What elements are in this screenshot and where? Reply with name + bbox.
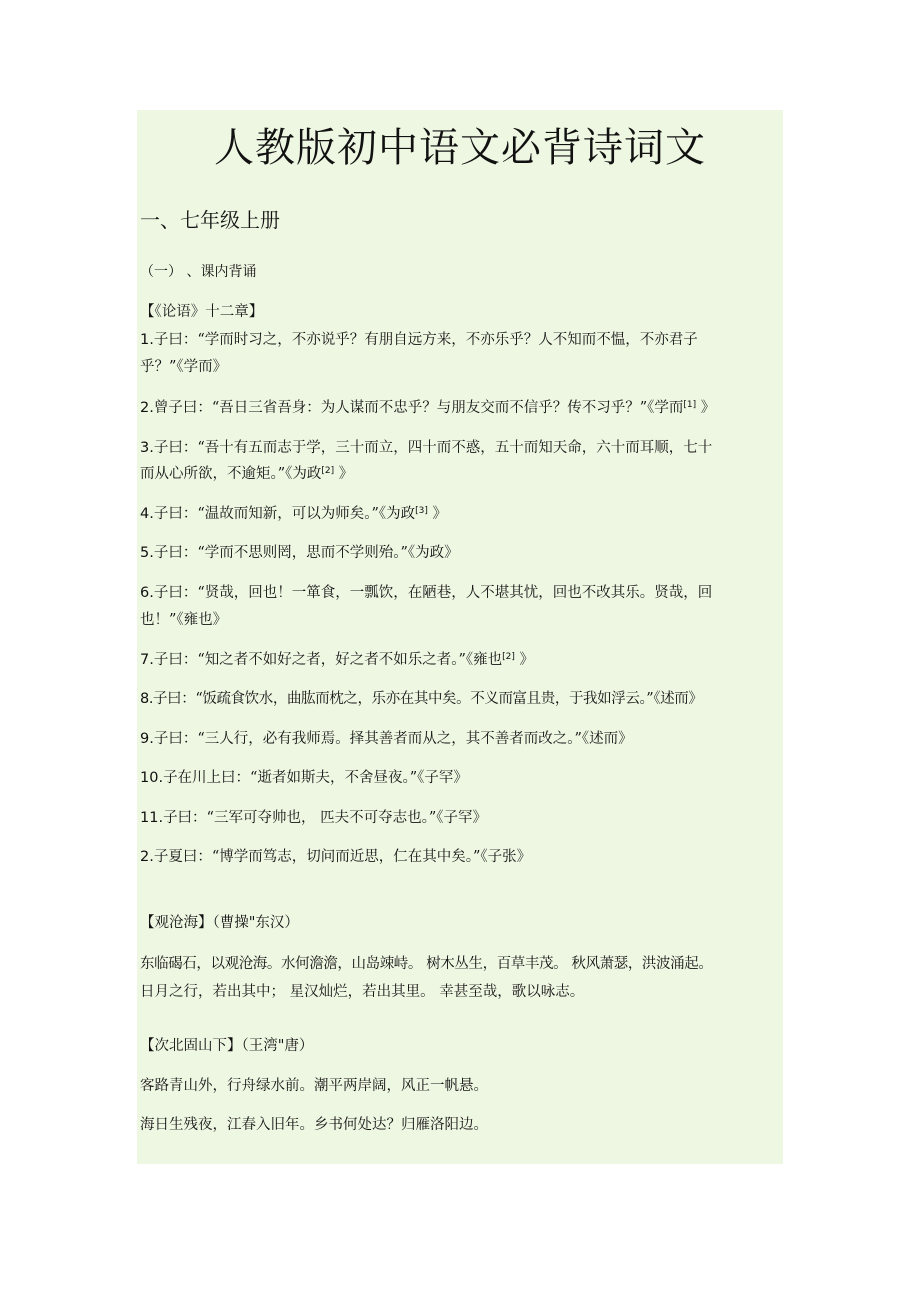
item-number: 3. (140, 440, 154, 456)
lunyu-item-1-line-2: 乎？”《学而》 (140, 359, 228, 375)
item-number: 4. (140, 506, 154, 522)
item-text: 子曰：“学而时习之，不亦说乎？有朋自远方来，不亦乐乎？人不知而不愠，不亦君子 (153, 332, 698, 348)
item-text: 子曰：“三人行，必有我师焉。择其善者而从之，其不善者而改之。”《述而》 (153, 731, 633, 747)
footnote-ref: [1] (683, 400, 697, 410)
poem-2-line-1: 客路青山外，行舟绿水前。潮平两岸阔，风正一帆悬。 (140, 1078, 488, 1094)
item-text: 而从心所欲，不逾矩。”《为政 (140, 466, 322, 482)
poem-1-line-1: 东临碣石，以观沧海。水何澹澹，山岛竦峙。 树木丛生，百草丰茂。 秋风萧瑟，洪波涌起。 (140, 956, 713, 972)
item-number: 11. (140, 810, 164, 826)
poem-2-heading: 【次北固山下】（王湾"唐） (140, 1038, 314, 1054)
item-number: 9. (140, 731, 154, 747)
lunyu-item-9 (140, 727, 785, 751)
lunyu-item-8 (140, 687, 785, 711)
item-number: 2. (140, 400, 154, 416)
lunyu-item-2 (140, 396, 785, 420)
item-text: 子曰：“知之者不如好之者，好之者不如乐之者。”《雍也 (153, 652, 503, 668)
item-text-end: 》 (696, 400, 716, 416)
lunyu-item-6-line-2: 也！”《雍也》 (140, 612, 228, 628)
subheading: （一） 、课内背诵 (140, 264, 257, 280)
lunyu-item-3-line-1 (140, 436, 785, 460)
item-text-end: 》 (427, 506, 448, 522)
section-heading: 一、七年级上册 (140, 208, 280, 232)
item-number: 10. (140, 770, 164, 786)
item-text-end: 》 (514, 652, 535, 668)
item-text: 子曰：“学而不思则罔，思而不学则殆。”《为政》 (153, 545, 459, 561)
item-text: 子曰：“贤哉，回也！一箪食，一瓢饮，在陋巷，人不堪其忧，回也不改其乐。贤哉，回 (153, 585, 713, 601)
lunyu-item-5 (140, 541, 785, 565)
item-number: 2. (140, 849, 154, 865)
lunyu-item-12 (140, 845, 785, 869)
item-text: 曾子曰：“吾日三省吾身：为人谋而不忠乎？与朋友交而不信乎？传不习乎？”《学而 (153, 400, 684, 416)
item-text: 子夏曰：“博学而笃志，切问而近思，仁在其中矣。”《子张》 (153, 849, 532, 865)
lunyu-item-11 (140, 806, 785, 830)
document-title: 人教版初中语文必背诗词文 (214, 125, 706, 171)
item-number: 7. (140, 652, 154, 668)
lunyu-item-4 (140, 502, 785, 526)
footnote-ref: [3] (415, 506, 428, 516)
poem-2-line-2: 海日生残夜，江春入旧年。乡书何处达？归雁洛阳边。 (140, 1117, 488, 1133)
footnote-ref: [2] (321, 466, 335, 476)
poem-1-line-2: 日月之行，若出其中； 星汉灿烂，若出其里。 幸甚至哉，歌以咏志。 (140, 984, 585, 1000)
item-text: 子曰：“饭疏食饮水，曲肱而枕之，乐亦在其中矣。不义而富且贵，于我如浮云。”《述而》 (153, 691, 703, 707)
item-text: 子曰：“吾十有五而志于学，三十而立，四十而不惑，五十而知天命，六十而耳顺，七十 (153, 440, 713, 456)
item-text: 子曰：“三军可夺帅也， 匹夫不可夺志也。”《子罕》 (163, 810, 487, 826)
footnote-ref: [2] (502, 652, 515, 662)
item-number: 6. (140, 585, 154, 601)
item-text-end: 》 (334, 466, 354, 482)
lunyu-item-10 (140, 766, 785, 790)
item-text: 子在川上曰：“逝者如斯夫，不舍昼夜。”《子罕》 (163, 770, 468, 786)
item-number: 1. (140, 332, 154, 348)
lunyu-item-1-line-1 (140, 328, 785, 352)
item-number: 5. (140, 545, 154, 561)
lunyu-item-3-line-2 (140, 462, 785, 486)
poem-1-heading: 【观沧海】（曹操"东汉） (140, 915, 299, 931)
item-number: 8. (140, 691, 154, 707)
lunyu-item-6-line-1 (140, 581, 785, 605)
item-text: 子曰：“温故而知新，可以为师矣。”《为政 (153, 506, 416, 522)
lunyu-heading: 【《论语》十二章】 (140, 304, 264, 320)
lunyu-item-7 (140, 648, 785, 672)
